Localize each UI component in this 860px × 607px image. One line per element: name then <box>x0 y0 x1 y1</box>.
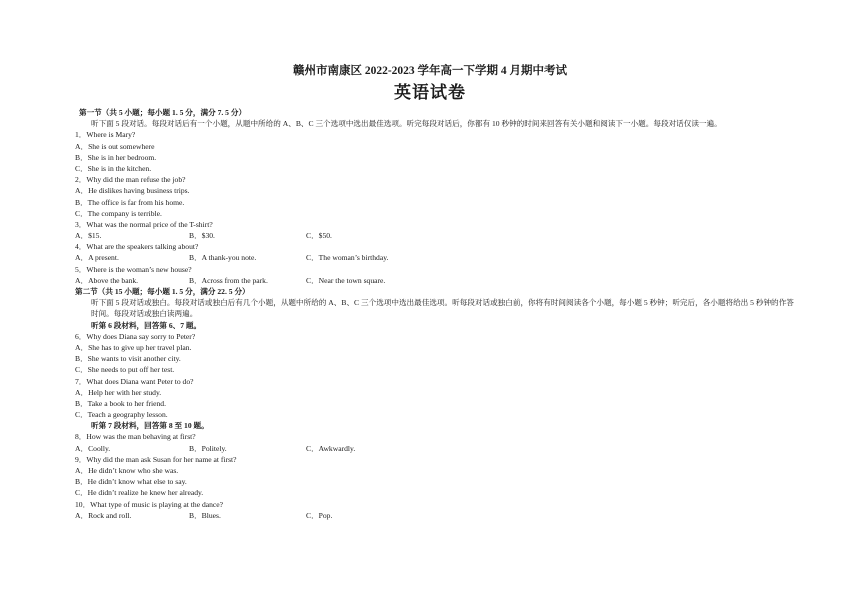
question-10-option-b: B．Blues. <box>189 510 221 520</box>
exam-subject-title: 英语试卷 <box>394 83 466 103</box>
exam-title: 赣州市南康区 2022-2023 学年高一下学期 4 月期中考试 <box>292 65 568 77</box>
question-2-stem: 2．Why did the man refuse the job? <box>75 175 186 185</box>
question-5-option-c: C．Near the town square. <box>306 275 386 285</box>
question-9-stem: 9．Why did the man ask Susan for her name at first? <box>75 454 237 464</box>
question-2-option-b: B．The office is far from his home. <box>75 197 185 207</box>
question-2-option-c: C．The company is terrible. <box>75 208 162 218</box>
question-2-option-a: A．He dislikes having business trips. <box>75 186 190 196</box>
question-3-option-c: C．$50. <box>306 231 332 241</box>
question-4-options <box>75 252 795 263</box>
question-4-stem: 4．What are the speakers talking about? <box>75 242 199 252</box>
question-8-options <box>75 443 795 454</box>
section1-instruction: 听下面 5 段对话。每段对话后有一个小题，从题中所给的 A、B、C 三个选项中选出最佳选项。听完每段对话后，你都有 10 秒钟的时间来回答有关小题和阅读下一小题。每段对话仅读一遍。 <box>91 119 722 129</box>
question-9-option-a: A．He didn’t know who she was. <box>75 466 179 476</box>
question-9-option-c: C．He didn’t realize he knew her already. <box>75 488 204 498</box>
question-10-options <box>75 510 795 521</box>
question-7-option-a: A．Help her with her study. <box>75 387 162 397</box>
question-5-stem: 5．Where is the woman’s new house? <box>75 264 192 274</box>
question-3-option-a: A．$15. <box>75 231 102 241</box>
material-7-note: 听第 7 段材料，回答第 8 至 10 题。 <box>91 421 209 431</box>
question-8-option-b: B．Politely. <box>189 443 227 453</box>
question-7-option-c: C．Teach a geography lesson. <box>75 410 168 420</box>
section2-instruction: 听下面 5 段对话或独白。每段对话或独白后有几个小题，从题中所给的 A、B、C 三个选项中选出最佳选项。听每段对话或独白前，你将有时间阅读各个小题，每小题 5 秒钟；听完后，各小题将给出 5 秒钟的作答时间。每段对话或独白读两遍。 <box>91 298 794 319</box>
question-6-option-a: A．She has to give up her travel plan. <box>75 342 192 352</box>
question-10-option-c: C．Pop. <box>306 510 333 520</box>
section2-heading: 第二节（共 15 小题；每小题 1. 5 分，满分 22. 5 分） <box>75 287 250 297</box>
material-6-note: 听第 6 段材料，回答第 6、7 题。 <box>91 320 202 330</box>
question-6-stem: 6．Why does Diana say sorry to Peter? <box>75 331 196 341</box>
exam-content <box>75 107 795 521</box>
question-9-option-b: B．He didn’t know what else to say. <box>75 477 187 487</box>
question-6-option-c: C．She needs to put off her test. <box>75 365 175 375</box>
question-7-option-b: B．Take a book to her friend. <box>75 398 166 408</box>
question-3-options <box>75 230 795 241</box>
question-4-option-a: A．A present. <box>75 253 119 263</box>
question-3-stem: 3．What was the normal price of the T-shirt? <box>75 219 213 229</box>
section1-heading: 第一节（共 5 小题；每小题 1. 5 分，满分 7. 5 分） <box>79 108 247 117</box>
question-5-options <box>75 275 795 286</box>
question-1-stem: 1．Where is Mary? <box>75 130 136 140</box>
question-8-option-a: A．Coolly. <box>75 443 111 453</box>
question-10-stem: 10．What type of music is playing at the dance? <box>75 499 224 509</box>
question-1-option-a: A．She is out somewhere <box>75 141 155 151</box>
question-1-option-c: C．She is in the kitchen. <box>75 163 152 173</box>
question-3-option-b: B．$30. <box>189 231 215 241</box>
question-1-option-b: B．She is in her bedroom. <box>75 152 157 162</box>
question-7-stem: 7．What does Diana want Peter to do? <box>75 376 194 386</box>
question-4-option-b: B．A thank-you note. <box>189 253 257 263</box>
question-5-option-a: A．Above the bank. <box>75 275 139 285</box>
question-6-option-b: B．She wants to visit another city. <box>75 354 181 364</box>
question-10-option-a: A．Rock and roll. <box>75 510 132 520</box>
question-4-option-c: C．The woman’s birthday. <box>306 253 389 263</box>
question-8-option-c: C．Awkwardly. <box>306 443 356 453</box>
question-5-option-b: B．Across from the park. <box>189 275 268 285</box>
question-8-stem: 8．How was the man behaving at first? <box>75 432 196 442</box>
